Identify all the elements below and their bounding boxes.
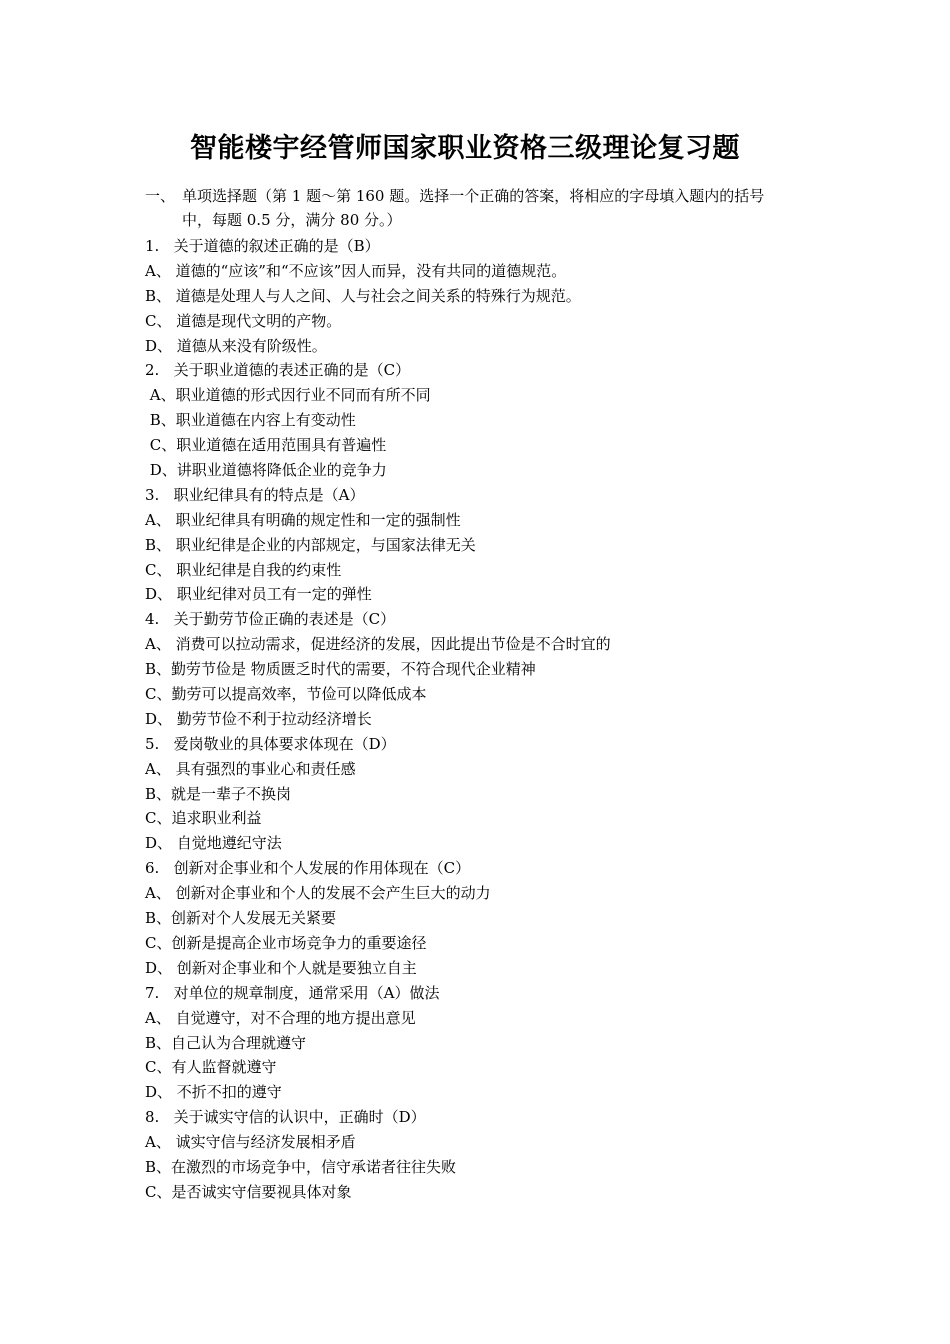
option-line: C、追求职业利益: [145, 809, 262, 828]
option-line: B、就是一辈子不换岗: [145, 784, 292, 803]
option-line: B、创新对个人发展无关紧要: [145, 909, 337, 928]
option-line: D、 创新对企事业和个人就是要独立自主: [145, 958, 417, 977]
question-1: 1. 关于道德的叙述正确的是（B）: [145, 237, 380, 255]
option-line: A、 自觉遵守，对不合理的地方提出意见: [145, 1008, 416, 1027]
option-line: B、 道德是处理人与人之间、人与社会之间关系的特殊行为规范。: [145, 286, 581, 305]
option-line: A、 具有强烈的事业心和责任感: [145, 759, 356, 778]
question-6: 6. 创新对企事业和个人发展的作用体现在（C）: [145, 859, 471, 878]
option-line: C、是否诚实守信要视具体对象: [145, 1182, 352, 1201]
section-number: 一、: [145, 187, 176, 205]
question-2: 2. 关于职业道德的表述正确的是（C）: [145, 361, 411, 380]
option-line: D、 自觉地遵纪守法: [145, 834, 282, 853]
question-7: 7. 对单位的规章制度，通常采用（A）做法: [145, 983, 440, 1002]
option-line: D、 道德从来没有阶级性。: [145, 336, 327, 355]
question-5: 5. 爱岗敬业的具体要求体现在（D）: [145, 734, 396, 753]
question-3: 3. 职业纪律具有的特点是（A）: [145, 485, 365, 504]
question-list: [145, 234, 845, 1205]
option-line: A、 创新对企事业和个人的发展不会产生巨大的动力: [145, 884, 491, 903]
option-line: D、讲职业道德将降低企业的竞争力: [145, 461, 387, 480]
option-line: C、勤劳可以提高效率，节俭可以降低成本: [145, 685, 427, 704]
option-line: C、职业道德在适用范围具有普遍性: [145, 436, 387, 455]
option-line: C、创新是提高企业市场竞争力的重要途径: [145, 933, 427, 952]
option-line: B、职业道德在内容上有变动性: [145, 411, 356, 430]
option-line: D、 不折不扣的遵守: [145, 1083, 282, 1102]
option-line: A、 职业纪律具有明确的规定性和一定的强制性: [145, 510, 461, 529]
section-instructions-line-1: 单项选择题（第 1 题～第 160 题。选择一个正确的答案，将相应的字母填入题内的括号: [182, 187, 765, 205]
option-line: A、 消费可以拉动需求，促进经济的发展，因此提出节俭是不合时宜的: [145, 635, 611, 654]
option-line: B、勤劳节俭是 物质匮乏时代的需要，不符合现代企业精神: [145, 660, 536, 679]
option-line: A、 道德的“应该”和“不应该”因人而异，没有共同的道德规范。: [145, 261, 567, 280]
option-line: A、职业道德的形式因行业不同而有所不同: [145, 386, 431, 405]
option-line: C、 道德是现代文明的产物。: [145, 311, 342, 330]
option-line: C、 职业纪律是自我的约束性: [145, 560, 342, 579]
question-8: 8. 关于诚实守信的认识中，正确时（D）: [145, 1108, 426, 1127]
option-line: B、自己认为合理就遵守: [145, 1033, 307, 1052]
option-line: A、 诚实守信与经济发展相矛盾: [145, 1133, 356, 1152]
option-line: D、 职业纪律对员工有一定的弹性: [145, 585, 372, 604]
option-line: B、 职业纪律是企业的内部规定，与国家法律无关: [145, 535, 476, 554]
section-instructions-line-2: 中，每题 0.5 分，满分 80 分。）: [182, 211, 402, 229]
option-line: D、 勤劳节俭不利于拉动经济增长: [145, 709, 372, 728]
option-line: B、在激烈的市场竞争中，信守承诺者往往失败: [145, 1157, 457, 1176]
option-line: C、有人监督就遵守: [145, 1058, 277, 1077]
document-title: 智能楼宇经管师国家职业资格三级理论复习题: [190, 133, 740, 164]
question-4: 4. 关于勤劳节俭正确的表述是（C）: [145, 610, 396, 629]
